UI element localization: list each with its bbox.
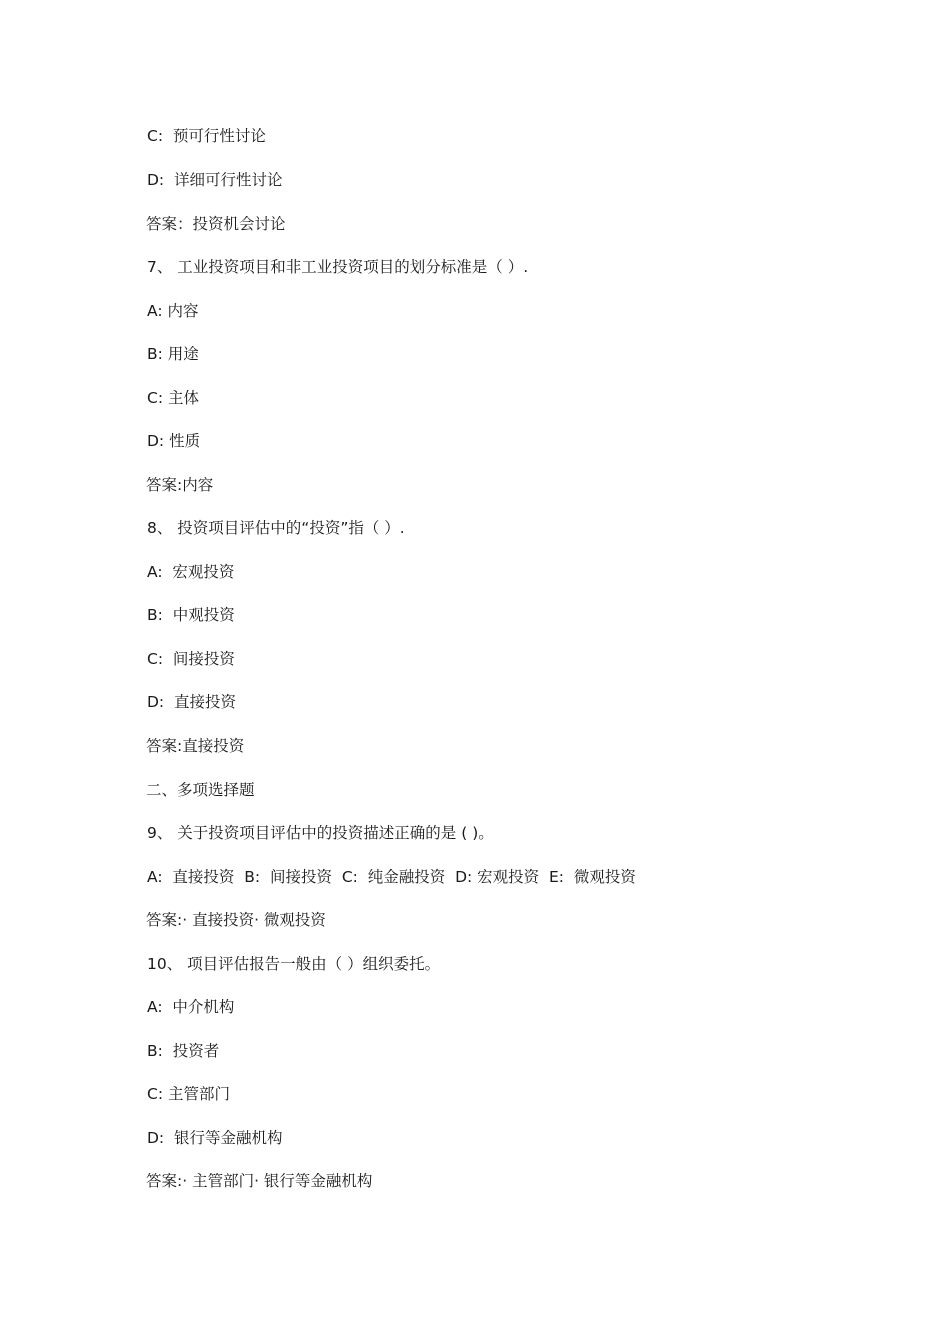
option-b-q8: B: 中观投资 [147,606,235,624]
option-d-q6: D: 详细可行性讨论 [147,171,283,189]
section-heading: 二、多项选择题 [146,781,255,799]
option-b-q7: B: 用途 [147,345,199,363]
option-d-q10: D: 银行等金融机构 [147,1129,283,1147]
option-b-q10: B: 投资者 [147,1042,220,1060]
answer-q9: 答案:· 直接投资· 微观投资 [146,911,326,929]
option-d-q7: D: 性质 [147,432,201,450]
option-c-q6: C: 预可行性讨论 [147,127,266,145]
option-c-q10: C: 主管部门 [147,1085,230,1103]
option-a-q7: A: 内容 [147,302,199,320]
question-8: 8、 投资项目评估中的“投资”指（ ）. [147,519,405,537]
answer-q7: 答案:内容 [146,476,214,494]
option-c-q8: C: 间接投资 [147,650,235,668]
answer-q6: 答案：投资机会讨论 [146,215,286,233]
question-10: 10、 项目评估报告一般由（ ）组织委托。 [147,955,441,973]
question-7: 7、 工业投资项目和非工业投资项目的划分标准是（ ）. [147,258,529,276]
option-c-q7: C: 主体 [147,389,199,407]
option-a-q8: A: 宏观投资 [147,563,235,581]
question-9: 9、 关于投资项目评估中的投资描述正确的是 ( )。 [147,824,494,842]
options-q9: A: 直接投资 B: 间接投资 C: 纯金融投资 D: 宏观投资 E: 微观投资 [147,868,636,886]
option-a-q10: A: 中介机构 [147,998,235,1016]
option-d-q8: D: 直接投资 [147,693,237,711]
answer-q10: 答案:· 主管部门· 银行等金融机构 [146,1172,373,1190]
answer-q8: 答案:直接投资 [146,737,245,755]
